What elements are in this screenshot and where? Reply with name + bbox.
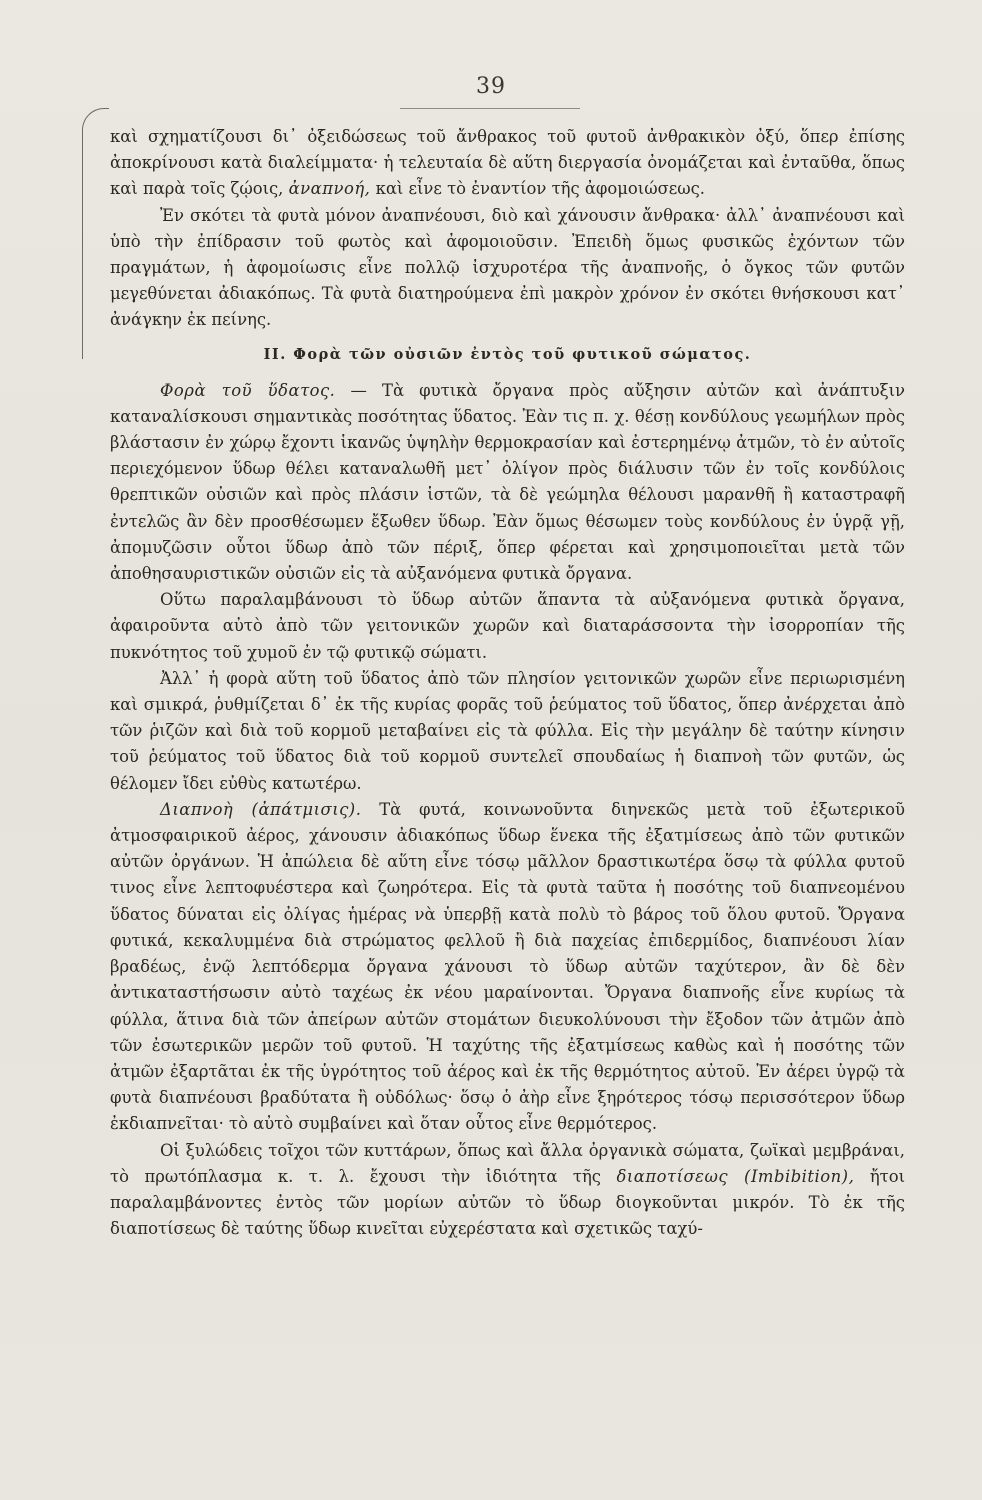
paragraph-6-text: Τὰ φυτά, κοινωνοῦντα διηνεκῶς μετὰ τοῦ ἐξωτερικοῦ ἀτμοσφαιρικοῦ ἀέρος, χάνουσιν ἀδιακόπως ὕδωρ ἕνεκα τῆς ἐξατμίσεως ἀπὸ τῶν φυτικῶν αὐτῶν ὀργάνων. Ἡ ἀπώλεια δὲ αὕτη εἶνε τόσῳ μᾶλλον δραστικωτέρα ὅσῳ τὰ φύλλα φυτοῦ τινος εἶνε λεπτοφυέστερα καὶ ζωηρότερα. Εἰς τὰ φυτὰ ταῦτα ἡ ποσότης τοῦ διαπνεομένου ὕδατος δύναται εἰς ὀλίγας ἡμέρας νὰ ὑπερβῇ κατὰ πολὺ τὸ βάρος τοῦ ὅλου φυτοῦ. Ὄργανα φυτικά, κεκαλυμμένα διὰ στρώματος φελλοῦ ἢ διὰ παχείας ἐπιδερμίδος, διαπνέουσι λίαν βραδέως, ἐνῷ λεπτόδερμα ὄργανα χάνουσι τὸ ὕδωρ αὐτῶν ταχύτερον, ἂν δὲ δὲν ἀντικαταστήσωσιν αὐτὸ ταχέως ἐκ νέου μαραίνονται. Ὄργανα διαπνοῆς εἶνε κυρίως τὰ φύλλα, ἅτινα διὰ τῶν ἀπείρων αὐτῶν στομάτων διευκολύνουσι τὴν ἔξοδον τῶν ἀτμῶν ἀπὸ τῶν ἐσωτερικῶν μερῶν τοῦ φυτοῦ. Ἡ ταχύτης τῆς ἐξατμίσεως καθὼς καὶ ἡ ποσότης τῶν ἀτμῶν ἐξαρτᾶται ἐκ τῆς ὑγρότητος τοῦ ἀέρος καὶ ἐκ τῆς θερμότητος αὐτοῦ. Ἐν ἀέρει ὑγρῷ τὰ φυτὰ διαπνέουσι βραδύτατα ἢ οὐδόλως· ὅσῳ ὁ ἀὴρ εἶνε ξηρότερος τόσῳ περισσότερον ὕδωρ ἐκδιαπνεῖται· τὸ αὐτὸ συμβαίνει καὶ ὅταν οὗτος εἶνε θερμότερος. — [110, 799, 905, 1134]
term-diapotisis: διαποτίσεως (Imbibition), — [616, 1166, 855, 1186]
paragraph-1 — [110, 124, 905, 203]
section-heading: II. Φορὰ τῶν οὐσιῶν ἐντὸς τοῦ φυτικοῦ σώματος. — [263, 345, 752, 363]
paragraph-1-text: καὶ σχηματίζουσι δι᾿ ὀξειδώσεως τοῦ ἄνθρακος τοῦ φυτοῦ ἀνθρακικὸν ὀξύ, ὅπερ ἐπίσης ἀποκρίνουσι κατὰ διαλείμματα· ἡ τελευταία δὲ αὕτη διεργασία ὀνομάζεται καὶ ἐνταῦθα, ὅπως καὶ παρὰ τοῖς ζῴοις, — [110, 127, 905, 199]
term-anapnoi: ἀναπνοή, — [288, 179, 371, 199]
paragraph-1-end: καὶ εἶνε τὸ ἐναντίον τῆς ἀφομοιώσεως. — [370, 179, 706, 199]
paragraph-7 — [110, 1138, 905, 1243]
page-number: 39 — [476, 74, 506, 99]
body-text — [110, 124, 905, 1242]
paragraph-4: Οὕτω παραλαμβάνουσι τὸ ὕδωρ αὐτῶν ἅπαντα τὰ αὐξανόμενα φυτικὰ ὄργανα, ἀφαιροῦντα αὐτὸ ἀπὸ τῶν γειτονικῶν χωρῶν καὶ διαταράσσοντα τὴν ἰσορροπίαν τῆς πυκνότητος τοῦ χυμοῦ ἐν τῷ φυτικῷ σώματι. — [110, 590, 905, 662]
paragraph-6 — [110, 797, 905, 1138]
term-diapnoi: Διαπνοὴ (ἀπάτμισις). — [160, 799, 362, 819]
term-fora-ydatos: Φορὰ τοῦ ὕδατος. — [160, 380, 336, 400]
paragraph-7-end: ἤτοι παραλαμβάνοντες ἐντὸς τῶν μορίων αὐτῶν τὸ ὕδωρ διογκοῦνται μικρόν. Τὸ ἐκ τῆς διαποτίσεως δὲ ταύτης ὕδωρ κινεῖται εὐχερέστατα καὶ σχετικῶς ταχύ- — [110, 1166, 905, 1239]
margin-bracket-mark — [82, 108, 109, 359]
paragraph-3-text: — Τὰ φυτικὰ ὄργανα πρὸς αὔξησιν αὐτῶν καὶ ἀνάπτυξιν καταναλίσκουσι σημαντικὰς ποσότητας ὕδατος. Ἐὰν τις π. χ. θέσῃ κονδύλους γεωμήλων πρὸς βλάστασιν ἐν χώρῳ ἔχοντι ἱκανῶς ὑψηλὴν θερμοκρασίαν καὶ ἐστερημένῳ ἀτμῶν, τὸ ἐν αὐτοῖς περιεχόμενον ὕδωρ θέλει καταναλωθῆ μετ᾿ ὀλίγον πρὸς διάλυσιν τῶν ἐν τοῖς κονδύλοις θρεπτικῶν οὐσιῶν καὶ πρὸς πλάσιν ἱστῶν, τὰ δὲ γεώμηλα θέλουσι μαρανθῆ ἢ καταστραφῆ ἐντελῶς ἂν δὲν προσθέσωμεν ἔξωθεν ὕδωρ. Ἐὰν ὅμως θέσωμεν τοὺς κονδύλους ἐν ὑγρᾷ γῇ, ἀπομυζῶσιν οὗτοι ὕδωρ ἀπὸ τῶν πέριξ, ὅπερ φέρεται καὶ χρησιμοποιεῖται μετὰ τῶν ἀποθησαυριστικῶν οὐσιῶν εἰς τὰ αὐξανόμενα φυτικὰ ὄργανα. — [110, 380, 906, 584]
paragraph-3 — [110, 378, 905, 588]
paragraph-5: Ἀλλ᾿ ἡ φορὰ αὕτη τοῦ ὕδατος ἀπὸ τῶν πλησίον γειτονικῶν χωρῶν εἶνε περιωρισμένη καὶ σμικρά, ῥυθμίζεται δ᾿ ἐκ τῆς κυρίας φορᾶς τοῦ ῥεύματος τοῦ ὕδατος, ὅπερ ἀνέρχεται ἀπὸ τῶν ῥιζῶν καὶ διὰ τοῦ κορμοῦ μεταβαίνει εἰς τὰ φύλλα. Εἰς τὴν μεγάλην δὲ ταύτην κίνησιν τοῦ ῥεύματος τοῦ ὕδατος διὰ τοῦ κορμοῦ συντελεῖ σπουδαίως ἡ διαπνοὴ τῶν φυτῶν, ὡς θέλομεν ἴδει εὐθὺς κατωτέρω. — [110, 668, 905, 793]
paragraph-2: Ἐν σκότει τὰ φυτὰ μόνον ἀναπνέουσι, διὸ καὶ χάνουσιν ἄνθρακα· ἀλλ᾿ ἀναπνέουσι καὶ ὑπὸ τὴν ἐπίδρασιν τοῦ φωτὸς καὶ ἀφομοιοῦσιν. Ἐπειδὴ ὅμως φυσικῶς ἐχόντων τῶν πραγμάτων, ἡ ἀφομοίωσις εἶνε πολλῷ ἰσχυροτέρα τῆς ἀναπνοῆς, ὁ ὄγκος τῶν φυτῶν μεγεθύνεται ἀδιακόπως. Τὰ φυτὰ διατηρούμενα ἐπὶ μακρὸν χρόνον ἐν σκότει θνήσκουσι κατ᾿ ἀνάγκην ἐκ πείνης. — [110, 205, 905, 330]
header-rule — [400, 108, 580, 109]
paragraph-7-text: Οἱ ξυλώδεις τοῖχοι τῶν κυττάρων, ὅπως καὶ ἄλλα ὀργανικὰ σώματα, ζωϊκαὶ μεμβράναι, τὸ πρωτόπλασμα κ. τ. λ. ἔχουσι τὴν ἰδιότητα τῆς — [110, 1140, 905, 1186]
